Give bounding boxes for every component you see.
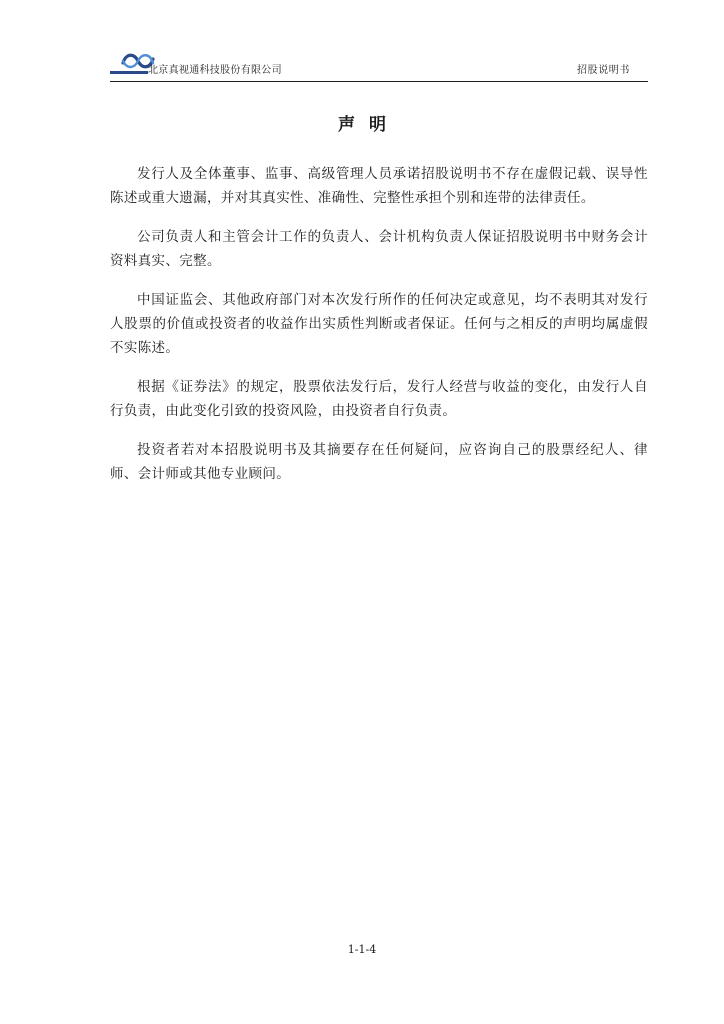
paragraph: 根据《证券法》的规定，股票依法发行后，发行人经营与收益的变化，由发行人自行负责，由此变化引致的投资风险，由投资者自行负责。: [110, 379, 648, 419]
logo-wordmark: [110, 71, 148, 74]
header-divider: [110, 81, 648, 82]
document-type: 招股说明书: [577, 65, 630, 76]
page-title: 声明: [338, 115, 400, 135]
paragraph: 发行人及全体董事、监事、高级管理人员承诺招股说明书不存在虚假记载、误导性陈述或重大遗漏，并对其真实性、准确性、完整性承担个别和连带的法律责任。: [110, 166, 648, 206]
page-header: [110, 46, 648, 80]
paragraph: 公司负责人和主管会计工作的负责人、会计机构负责人保证招股说明书中财务会计资料真实、完整。: [110, 229, 648, 269]
page-number: 1-1-4: [347, 943, 377, 956]
paragraph: 中国证监会、其他政府部门对本次发行所作的任何决定或意见，均不表明其对发行人股票的价值或投资者的收益作出实质性判断或者保证。任何与之相反的声明均属虚假不实陈述。: [110, 292, 648, 356]
declaration-body: [110, 162, 648, 501]
company-name: 北京真视通科技股份有限公司: [148, 65, 282, 76]
paragraph: 投资者若对本招股说明书及其摘要存在任何疑问，应咨询自己的股票经纪人、律师、会计师或其他专业顾问。: [110, 442, 648, 482]
